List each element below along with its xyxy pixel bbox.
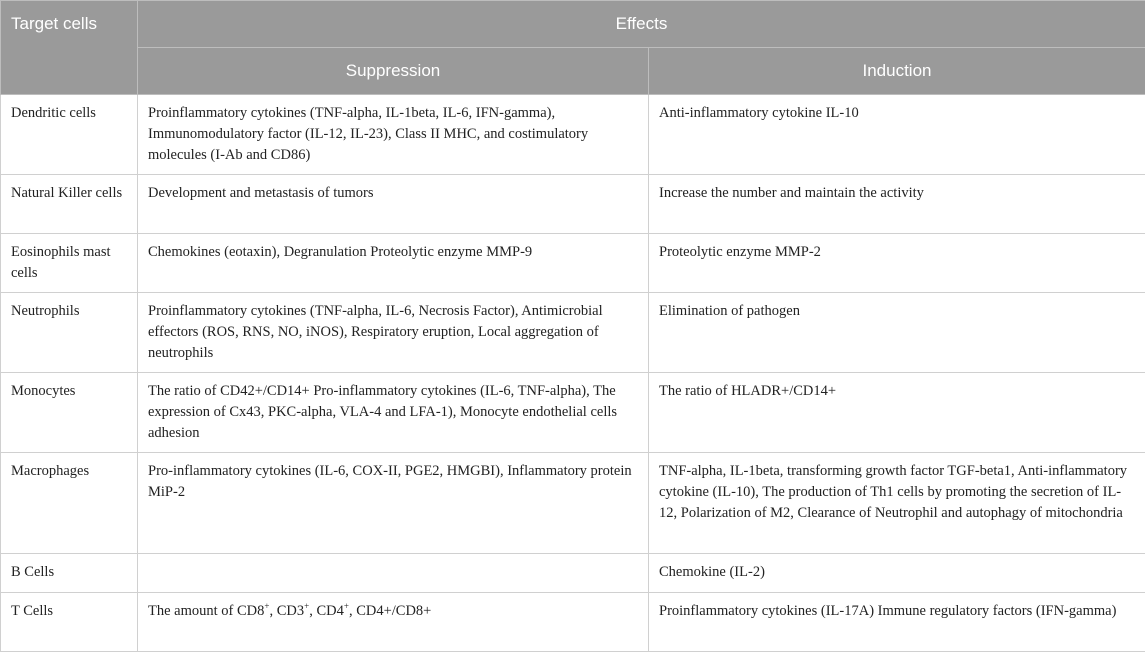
- header-effects: Effects: [138, 1, 1145, 48]
- row-cell-type: Macrophages: [1, 453, 138, 554]
- header-row-sub: [1, 48, 1145, 95]
- row-induction: Anti-inflammatory cytokine IL-10: [649, 95, 1145, 175]
- row-induction: The ratio of HLADR+/CD14+: [649, 373, 1145, 453]
- table-row: [1, 453, 1145, 554]
- row-suppression: Proinflammatory cytokines (TNF-alpha, IL-6, Necrosis Factor), Antimicrobial effectors (ROS, RNS, NO, iNOS), Respiratory eruption, Local aggregation of neutrophils: [138, 293, 649, 373]
- row-suppression: [138, 593, 649, 652]
- row-cell-type: Natural Killer cells: [1, 175, 138, 234]
- row-induction: Elimination of pathogen: [649, 293, 1145, 373]
- row-cell-type: Dendritic cells: [1, 95, 138, 175]
- row-cell-type: T Cells: [1, 593, 138, 652]
- row-suppression: The ratio of CD42+/CD14+ Pro-inflammatory cytokines (IL-6, TNF-alpha), The expression of Cx43, PKC-alpha, VLA-4 and LFA-1), Monocyte endothelial cells adhesion: [138, 373, 649, 453]
- text-part: , CD4: [309, 603, 344, 619]
- superscript: +: [304, 601, 310, 612]
- table-row: [1, 593, 1145, 652]
- table-row: [1, 175, 1145, 234]
- superscript: +: [343, 601, 349, 612]
- superscript: +: [264, 601, 270, 612]
- table-row: [1, 373, 1145, 453]
- text-part: , CD4+/CD8+: [348, 603, 432, 619]
- table-row: [1, 293, 1145, 373]
- row-cell-type: B Cells: [1, 554, 138, 593]
- text-part: , CD3: [269, 603, 305, 619]
- row-induction: Increase the number and maintain the activity: [649, 175, 1145, 234]
- table-row: [1, 554, 1145, 593]
- row-induction: Chemokine (IL-2): [649, 554, 1145, 593]
- header-suppression: Suppression: [138, 48, 649, 95]
- row-suppression: Chemokines (eotaxin), Degranulation Proteolytic enzyme MMP-9: [138, 234, 649, 293]
- header-target-cells: Target cells: [1, 1, 138, 95]
- row-cell-type: Neutrophils: [1, 293, 138, 373]
- row-induction: Proinflammatory cytokines (IL-17A) Immune regulatory factors (IFN-gamma): [649, 593, 1145, 652]
- row-suppression: [138, 554, 649, 593]
- text-part: The amount of CD8: [148, 603, 265, 619]
- row-cell-type: Monocytes: [1, 373, 138, 453]
- table-row: [1, 95, 1145, 175]
- row-suppression: Pro-inflammatory cytokines (IL-6, COX-II, PGE2, HMGBI), Inflammatory protein MiP-2: [138, 453, 649, 554]
- table-row: [1, 234, 1145, 293]
- header-row-top: [1, 1, 1145, 48]
- row-suppression: Proinflammatory cytokines (TNF-alpha, IL-1beta, IL-6, IFN-gamma), Immunomodulatory factor (IL-12, IL-23), Class II MHC, and costimulatory molecules (I-Ab and CD86): [138, 95, 649, 175]
- row-induction: Proteolytic enzyme MMP-2: [649, 234, 1145, 293]
- row-cell-type: Eosinophils mast cells: [1, 234, 138, 293]
- header-induction: Induction: [649, 48, 1145, 95]
- row-induction: TNF-alpha, IL-1beta, transforming growth factor TGF-beta1, Anti-inflammatory cytokine (IL-10), The production of Th1 cells by promoting the secretion of IL-12, Polarization of M2, Clearance of Neutrophil and autophagy of mitochondria: [649, 453, 1145, 554]
- row-suppression: Development and metastasis of tumors: [138, 175, 649, 234]
